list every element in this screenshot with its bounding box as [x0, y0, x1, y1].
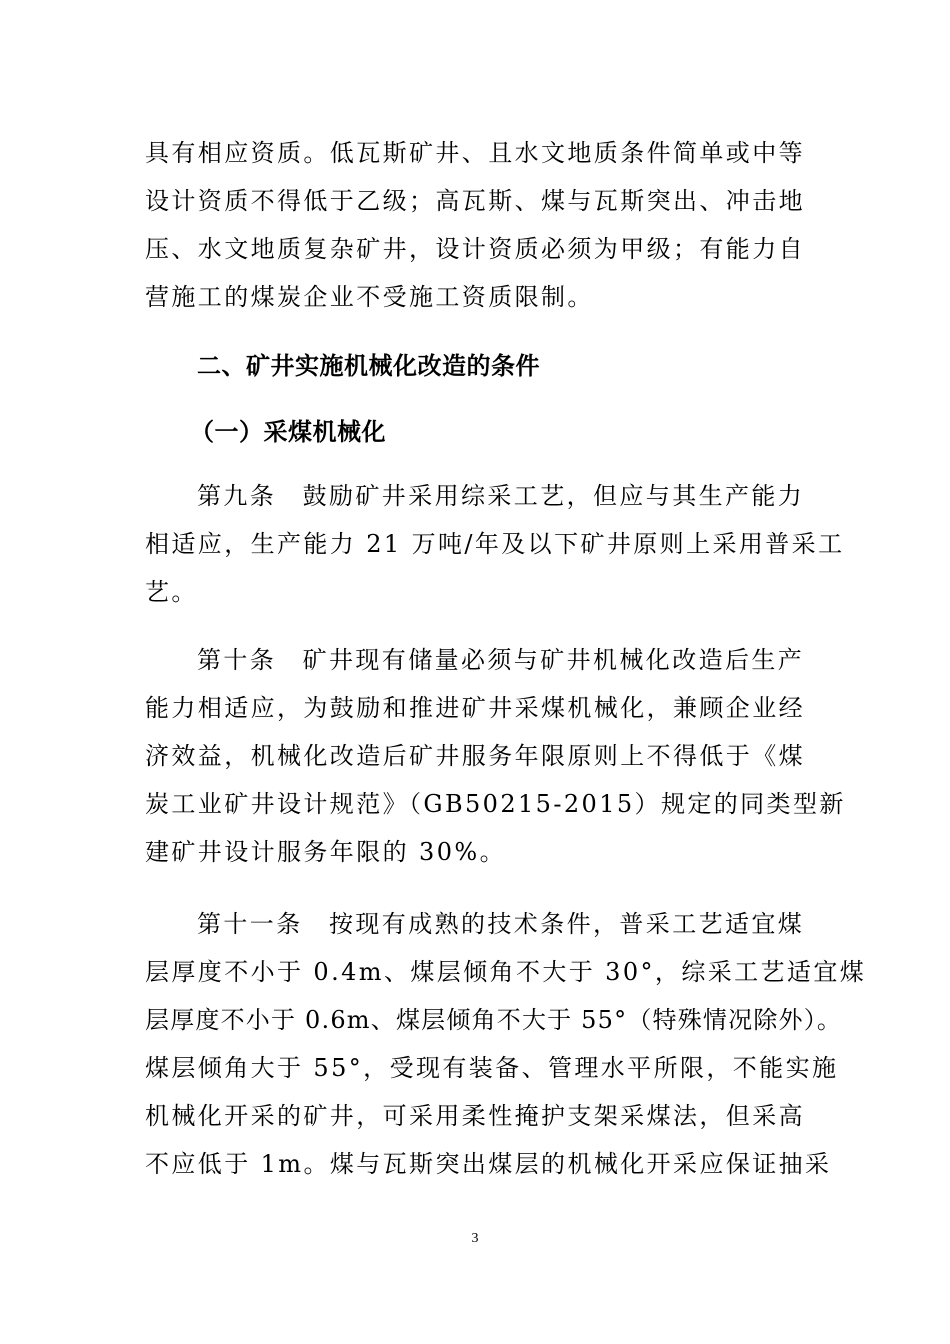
- text-line: 艺。: [145, 578, 198, 606]
- text-line: 第十一条 按现有成熟的技术条件，普采工艺适宜煤: [197, 910, 805, 938]
- text-line: 济效益，机械化改造后矿井服务年限原则上不得低于《煤: [145, 742, 805, 770]
- text-line: 第十条 矿井现有储量必须与矿井机械化改造后生产: [197, 646, 805, 674]
- text-line: 具有相应资质。低瓦斯矿井、且水文地质条件简单或中等: [145, 139, 805, 167]
- text-line: 相适应，生产能力 21 万吨/年及以下矿井原则上采用普采工: [145, 530, 845, 558]
- subsection-heading-block: [190, 408, 855, 456]
- subsection-heading: （一）采煤机械化: [190, 418, 386, 446]
- section-heading-block: [197, 342, 862, 390]
- section-heading: 二、矿井实施机械化改造的条件: [197, 352, 540, 380]
- text-line: 营施工的煤炭企业不受施工资质限制。: [145, 283, 594, 311]
- paragraph-continuation: [145, 129, 810, 321]
- text-line: 机械化开采的矿井，可采用柔性掩护支架采煤法，但采高: [145, 1102, 805, 1130]
- text-line: 设计资质不得低于乙级；高瓦斯、煤与瓦斯突出、冲击地: [145, 187, 805, 215]
- article-9: [145, 472, 845, 616]
- page-number: 3: [471, 1231, 479, 1246]
- text-line: 能力相适应，为鼓励和推进矿井采煤机械化，兼顾企业经: [145, 694, 805, 722]
- text-line: 层厚度不小于 0.4m、煤层倾角不大于 30°，综采工艺适宜煤: [145, 958, 867, 986]
- text-line: 不应低于 1m。煤与瓦斯突出煤层的机械化开采应保证抽采: [145, 1150, 832, 1178]
- article-10: [145, 636, 846, 876]
- text-line: 层厚度不小于 0.6m、煤层倾角不大于 55°（特殊情况除外）。: [145, 1006, 843, 1034]
- text-line: 第九条 鼓励矿井采用综采工艺，但应与其生产能力: [197, 482, 805, 510]
- article-11: [145, 900, 867, 1188]
- text-line: 炭工业矿井设计规范》（GB50215-2015）规定的同类型新: [145, 790, 846, 818]
- text-line: 煤层倾角大于 55°，受现有装备、管理水平所限，不能实施: [145, 1054, 839, 1082]
- text-line: 建矿井设计服务年限的 30%。: [145, 838, 506, 866]
- text-line: 压、水文地质复杂矿井，设计资质必须为甲级；有能力自: [145, 235, 805, 263]
